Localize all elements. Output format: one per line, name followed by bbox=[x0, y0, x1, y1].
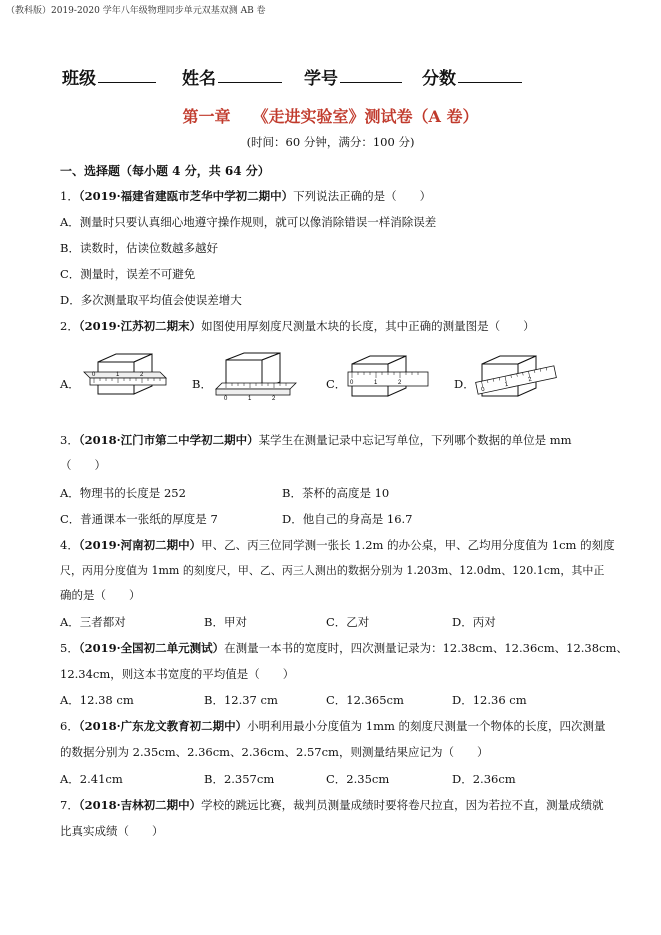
question-4 bbox=[60, 537, 615, 553]
question-stem: 小明利用最小分度值为 1mm 的刻度尺测量一个物体的长度，四次测量 bbox=[247, 719, 606, 733]
tick-label-two: 2 bbox=[140, 372, 144, 378]
option-a: A．物理书的长度是 252 bbox=[60, 486, 186, 500]
option-a: A．12.38 cm bbox=[60, 693, 134, 707]
tick-label-zero: 0 bbox=[224, 396, 228, 402]
question-source: （2019·河南初二期中） bbox=[78, 538, 202, 552]
tick-label-zero: 0 bbox=[92, 372, 96, 378]
name-label: 姓名 bbox=[182, 69, 216, 89]
question-4-line-3: 确的是（ ） bbox=[60, 588, 141, 602]
ruler-figure-c bbox=[344, 352, 432, 404]
class-blank bbox=[98, 64, 156, 83]
option-d-label: D． bbox=[454, 377, 475, 391]
id-label: 学号 bbox=[304, 69, 338, 89]
question-source: （2019·福建省建瓯市芝华中学初二期中） bbox=[78, 189, 294, 203]
option-a: A．三者都对 bbox=[60, 615, 126, 629]
question-7 bbox=[60, 797, 604, 813]
option-c: C．2.35cm bbox=[326, 772, 390, 786]
question-number: 5． bbox=[60, 641, 79, 655]
option-d: D．2.36cm bbox=[452, 772, 516, 786]
score-label: 分数 bbox=[422, 69, 456, 89]
time-score-note: (时间：60 分钟，满分：100 分) bbox=[246, 135, 415, 149]
option-b: B．甲对 bbox=[204, 615, 247, 629]
question-source: （2018·广东龙文教育初二期中） bbox=[78, 719, 248, 733]
option-a-label: A． bbox=[60, 377, 80, 391]
option-d: D．他自己的身高是 16.7 bbox=[282, 512, 413, 526]
question-stem: 学校的跳远比赛，裁判员测量成绩时要将卷尺拉直，因为若拉不直，测量成绩就 bbox=[201, 798, 604, 812]
question-6 bbox=[60, 718, 606, 734]
question-number: 4． bbox=[60, 538, 79, 552]
question-2 bbox=[60, 318, 535, 334]
question-6-line-2: 的数据分别为 2.35cm、2.36cm、2.36cm、2.57cm，则测量结果应记为（ ） bbox=[60, 745, 489, 759]
option-c: C．测量时，误差不可避免 bbox=[60, 267, 196, 281]
question-3 bbox=[60, 432, 572, 448]
question-source: （2019·全国初二单元测试） bbox=[78, 641, 225, 655]
tick-label-two: 2 bbox=[527, 376, 533, 384]
question-number: 6． bbox=[60, 719, 79, 733]
option-c-label: C． bbox=[326, 377, 347, 391]
question-7-line-2: 比真实成绩（ ） bbox=[60, 824, 164, 838]
question-source: （2018·江门市第二中学初二期中） bbox=[78, 433, 259, 447]
option-a: A．2.41cm bbox=[60, 772, 123, 786]
question-5-line-2: 12.34cm，则这本书宽度的平均值是（ ） bbox=[60, 667, 295, 681]
question-source: （2018·吉林初二期中） bbox=[78, 798, 202, 812]
class-label: 班级 bbox=[62, 69, 96, 89]
ruler-figure-d bbox=[470, 350, 562, 406]
page-title bbox=[0, 104, 661, 127]
option-c: C．12.365cm bbox=[326, 693, 404, 707]
option-d: D．12.36 cm bbox=[452, 693, 527, 707]
question-3-bracket: （ ） bbox=[60, 458, 106, 472]
question-number: 3． bbox=[60, 433, 79, 447]
question-number: 1． bbox=[60, 189, 79, 203]
question-stem: 甲、乙、丙三位同学测一张长 1.2m 的办公桌，甲、乙均用分度值为 1cm 的刻度 bbox=[201, 538, 615, 552]
option-c: C．乙对 bbox=[326, 615, 370, 629]
question-number: 2． bbox=[60, 319, 79, 333]
option-b: B．2.357cm bbox=[204, 772, 275, 786]
student-info-row bbox=[62, 64, 522, 89]
test-name: 《走进实验室》测试卷（A 卷） bbox=[252, 107, 479, 126]
header-note: （教科版）2019-2020 学年八年级物理同步单元双基双测 AB 卷 bbox=[6, 6, 266, 16]
tick-label-one: 1 bbox=[248, 396, 252, 402]
option-c: C．普通课本一张纸的厚度是 7 bbox=[60, 512, 218, 526]
question-source: （2019·江苏初二期末） bbox=[78, 319, 202, 333]
question-stem: 如图使用厚刻度尺测量木块的长度，其中正确的测量图是（ ） bbox=[201, 319, 535, 333]
section-heading: 一、选择题（每小题 4 分，共 64 分） bbox=[60, 164, 270, 178]
question-4-line-2: 尺，丙用分度值为 1mm 的刻度尺，甲、乙、丙三人测出的数据分别为 1.203m、12.0dm、120.1cm，其中正 bbox=[60, 564, 605, 577]
tick-label-one: 1 bbox=[116, 372, 120, 378]
option-b: B．茶杯的高度是 10 bbox=[282, 486, 390, 500]
ruler-figure-a bbox=[80, 352, 170, 404]
option-b: B．读数时，估读位数越多越好 bbox=[60, 241, 218, 255]
id-blank bbox=[340, 64, 402, 83]
tick-label-one: 1 bbox=[374, 380, 378, 386]
question-stem: 某学生在测量记录中忘记写单位，下列哪个数据的单位是 mm bbox=[258, 433, 572, 447]
question-1 bbox=[60, 188, 431, 204]
question-5 bbox=[60, 640, 628, 656]
option-a: A．测量时只要认真细心地遵守操作规则，就可以像消除错误一样消除误差 bbox=[60, 215, 437, 229]
tick-label-one: 1 bbox=[504, 381, 509, 389]
chapter-label: 第一章 bbox=[182, 107, 231, 126]
question-number: 7． bbox=[60, 798, 79, 812]
score-blank bbox=[458, 64, 522, 83]
option-b: B．12.37 cm bbox=[204, 693, 278, 707]
option-b-label: B． bbox=[192, 377, 212, 391]
tick-label-two: 2 bbox=[272, 396, 276, 402]
ruler-figure-b bbox=[208, 352, 300, 404]
question-stem: 在测量一本书的宽度时，四次测量记录为：12.38cm、12.36cm、12.38cm、 bbox=[224, 641, 628, 655]
tick-label-two: 2 bbox=[398, 380, 402, 386]
tick-label-zero: 0 bbox=[480, 386, 486, 394]
option-d: D．多次测量取平均值会使误差增大 bbox=[60, 293, 242, 307]
name-blank bbox=[218, 64, 282, 83]
option-d: D．丙对 bbox=[452, 615, 496, 629]
question-stem: 下列说法正确的是（ ） bbox=[293, 189, 432, 203]
tick-label-zero: 0 bbox=[350, 380, 354, 386]
